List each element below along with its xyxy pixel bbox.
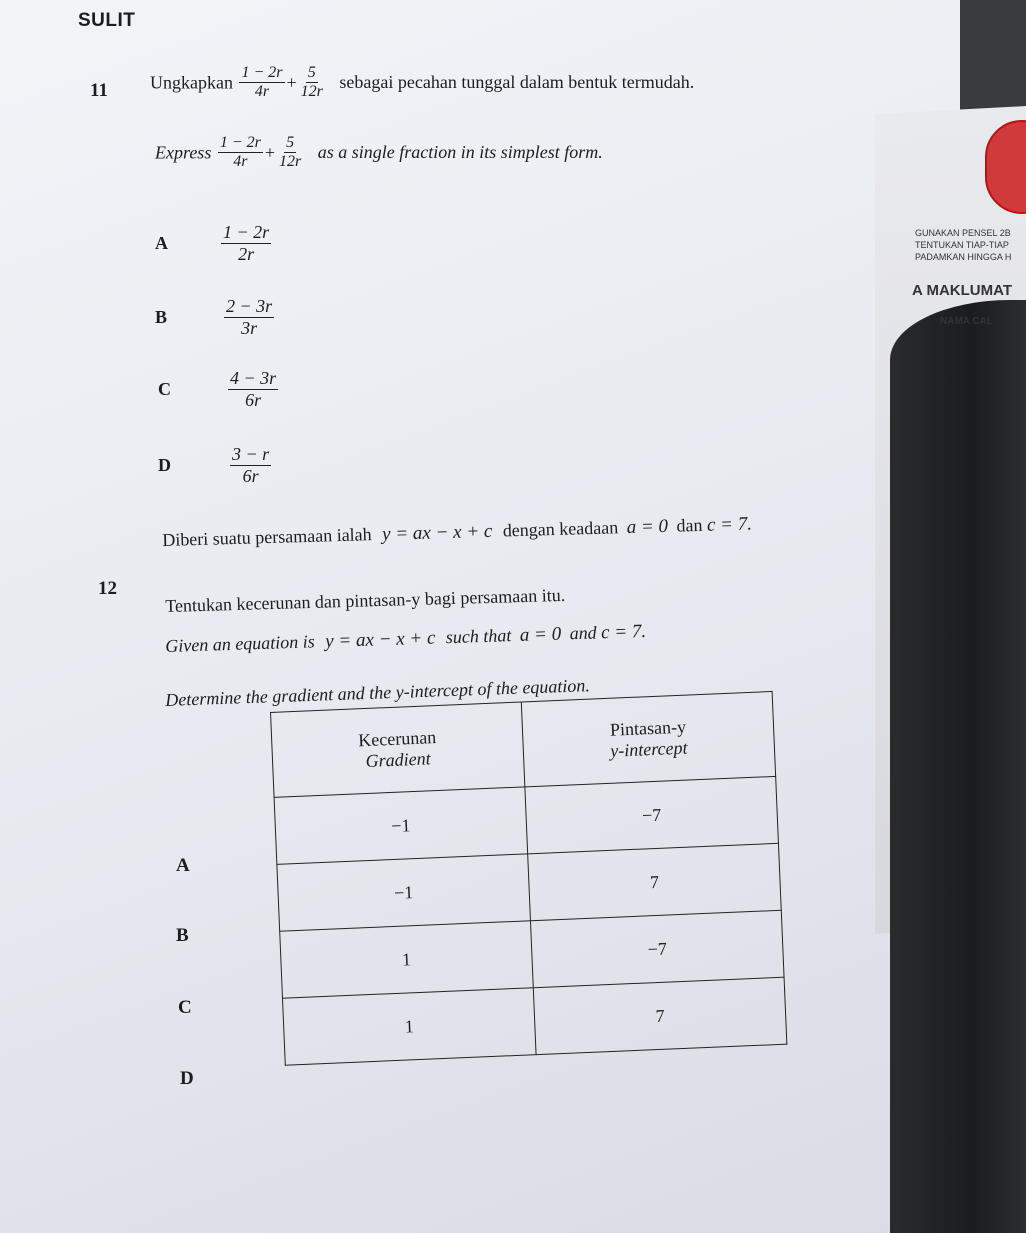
equation: y = ax − x + c (381, 520, 493, 545)
intercept-cell: −7 (530, 910, 784, 987)
header-english: y-intercept (609, 737, 688, 761)
q11-english-fraction-2 (277, 134, 303, 172)
side-name-field: NAMA CAL (940, 316, 993, 327)
frac-den: 3r (241, 317, 258, 338)
option-fraction (224, 296, 274, 338)
option-fraction (228, 368, 278, 410)
equation: y = ax − x + c (324, 627, 436, 652)
option-letter: D (158, 454, 171, 475)
intercept-cell: 7 (533, 977, 787, 1054)
frac-num: 5 (306, 64, 318, 83)
header-malay: Pintasan-y (609, 716, 687, 740)
q12-english-mid: such that (445, 625, 512, 648)
q12-option-b[interactable]: B (176, 925, 189, 946)
side-heading: A MAKLUMAT (912, 282, 1012, 299)
q11-english-prefix: Express (155, 142, 212, 163)
condition-c: c = 7. (600, 620, 647, 644)
frac-num: 5 (284, 134, 296, 153)
gradient-cell: 1 (282, 988, 536, 1065)
frac-den: 4r (254, 83, 270, 101)
condition-a: a = 0 (519, 623, 562, 646)
condition-c: c = 7. (706, 513, 753, 536)
question-12-malay-line2: Tentukan kecerunan dan pintasan-y bagi persamaan itu. (165, 584, 566, 616)
gradient-cell: 1 (280, 921, 534, 998)
question-11-number: 11 (90, 80, 108, 101)
intercept-header (521, 691, 775, 786)
frac-num: 1 − 2r (218, 134, 263, 153)
q11-malay-fraction-1 (239, 64, 284, 102)
q12-option-c[interactable]: C (178, 997, 192, 1018)
q12-option-a[interactable]: A (176, 855, 190, 876)
q11-malay-prefix: Ungkapkan (150, 72, 233, 93)
q12-english-prefix: Given an equation is (165, 631, 316, 656)
q11-option-b[interactable] (155, 296, 276, 338)
q12-option-d[interactable]: D (180, 1068, 194, 1089)
option-fraction (230, 444, 271, 486)
frac-num: 3 − r (232, 444, 270, 464)
side-instruction-1: GUNAKAN PENSEL 2B (915, 228, 1011, 238)
frac-den: 2r (238, 243, 255, 264)
gradient-header (271, 702, 525, 797)
frac-num: 1 − 2r (223, 222, 270, 242)
answer-table (270, 691, 787, 1066)
q11-english-suffix: as a single fraction in its simplest form. (317, 142, 603, 163)
gradient-cell: −1 (274, 787, 528, 864)
option-letter: B (155, 306, 168, 327)
q11-english-fraction-1 (218, 134, 263, 172)
condition-a: a = 0 (626, 515, 669, 539)
option-letter: A (155, 232, 168, 253)
intercept-cell: −7 (525, 776, 779, 853)
question-12-english-line2: Determine the gradient and the y-intercept of the equation. (165, 675, 591, 710)
option-fraction (221, 222, 271, 264)
frac-den: 12r (279, 153, 302, 171)
q12-malay-prefix: Diberi suatu persamaan ialah (162, 524, 372, 550)
frac-den: 12r (300, 83, 323, 101)
q12-malay-mid: dengan keadaan (502, 517, 619, 541)
word-and: and (569, 622, 597, 644)
intercept-cell: 7 (528, 843, 782, 920)
background-fabric (890, 300, 1026, 1233)
frac-den: 6r (245, 389, 262, 410)
frac-num: 2 − 3r (226, 296, 273, 316)
option-letter: C (158, 378, 171, 399)
q11-option-d[interactable] (158, 444, 273, 486)
plus-sign: + (264, 142, 276, 163)
gradient-cell: −1 (277, 854, 531, 931)
header-english: Gradient (365, 748, 431, 772)
sulit-label: SULIT (78, 10, 136, 31)
side-instruction-2: TENTUKAN TIAP-TIAP (915, 240, 1009, 250)
frac-num: 4 − 3r (230, 368, 277, 388)
q11-malay-suffix: sebagai pecahan tunggal dalam bentuk termudah. (339, 72, 695, 93)
frac-num: 1 − 2r (239, 64, 284, 83)
frac-den: 6r (242, 465, 259, 486)
q11-option-a[interactable] (155, 222, 273, 264)
q11-option-c[interactable] (158, 368, 280, 410)
question-12-number: 12 (98, 578, 117, 599)
side-instruction-3: PADAMKAN HINGGA H (915, 252, 1012, 262)
word-dan: dan (676, 514, 703, 536)
header-malay: Kecerunan (357, 727, 437, 751)
question-11-english (155, 134, 603, 172)
frac-den: 4r (233, 153, 248, 171)
plus-sign: + (286, 72, 297, 93)
q11-malay-fraction-2 (299, 64, 325, 102)
question-11-malay (150, 64, 694, 102)
